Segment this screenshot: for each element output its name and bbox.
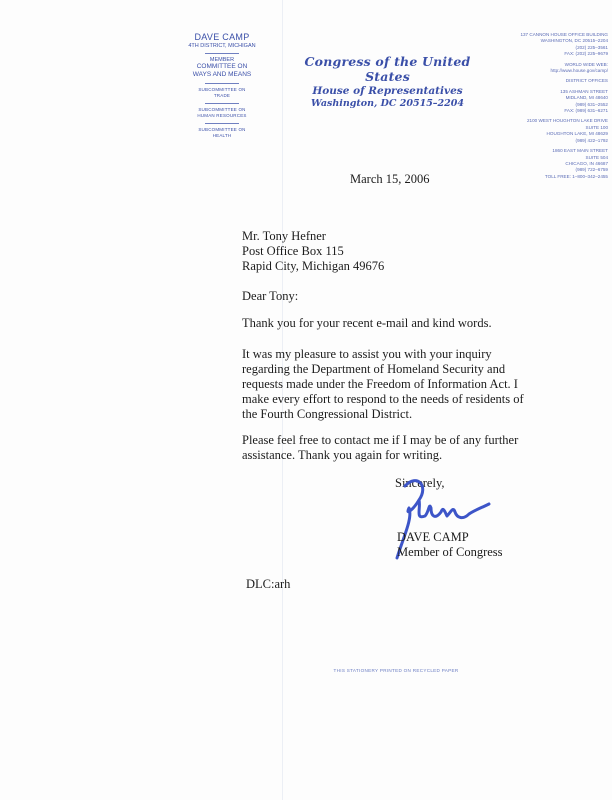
web-line: WORLD WIDE WEB: [564, 61, 608, 67]
signer-title: Member of Congress [397, 545, 503, 559]
dc-office-line: 137 CANNON HOUSE OFFICE BUILDING [520, 32, 608, 37]
member-label: MEMBER [209, 57, 235, 63]
washington-address: Washington, DC 20515–2204 [310, 98, 464, 109]
subcommittee-trade-line2: TRADE [213, 93, 231, 98]
district-offices-header: DISTRICT OFFICES [565, 78, 608, 84]
paragraph-2-line: the Fourth Congressional District. [242, 407, 413, 421]
paragraph-2-line: regarding the Department of Homeland Security and [242, 362, 506, 376]
signer-name: DAVE CAMP [397, 530, 469, 544]
congressman-name: DAVE CAMP [194, 32, 250, 42]
salutation: Dear Tony: [242, 289, 299, 303]
subcommittee-health-line2: HEALTH [212, 133, 232, 138]
congress-title: Congress of the United States [304, 54, 471, 84]
house-title: House of Representatives [312, 85, 463, 97]
office3-line: CHICAGO, IN 46687 [565, 160, 608, 166]
paragraph-3-line: Please feel free to contact me if I may be of any further [242, 433, 519, 447]
office3-line: TOLL FREE: 1–800–342–2455 [544, 173, 608, 179]
office1-line: 135 ASHMAN STREET [560, 88, 608, 94]
paragraph-2-line: requests made under the Freedom of Information Act. I [242, 377, 518, 391]
office2-line: (989) 422–1792 [575, 137, 608, 143]
office3-line: 1860 EAST MAIN STREET [552, 148, 608, 154]
office2-line: SUITE 100 [585, 124, 608, 130]
office1-line: (989) 631–2552 [575, 101, 608, 107]
subcommittee-trade-line1: SUBCOMMITTEE ON [198, 87, 246, 92]
address-line: Post Office Box 115 [242, 244, 344, 258]
paragraph-1-line: Thank you for your recent e-mail and kind words. [242, 316, 492, 330]
dc-office-line: (202) 225–3561 [575, 44, 608, 50]
reference-initials: DLC:arh [246, 577, 291, 591]
paragraph-2-line: make every effort to respond to the needs of residents of [242, 392, 524, 406]
district-label: 4TH DISTRICT, MICHIGAN [188, 43, 256, 49]
letter-date: March 15, 2006 [350, 172, 430, 186]
subcommittee-health-line1: SUBCOMMITTEE ON [198, 127, 246, 132]
closing: Sincerely, [395, 476, 445, 490]
office3-line: SUITE 504 [585, 154, 608, 160]
office2-line: HOUGHTON LAKE, MI 48629 [546, 131, 608, 137]
committee-line2: WAYS AND MEANS [192, 71, 252, 78]
subcommittee-hr-line2: HUMAN RESOURCES [197, 113, 247, 118]
office1-line: MIDLAND, MI 48640 [565, 95, 608, 101]
recycled-paper-notice: THIS STATIONERY PRINTED ON RECYCLED PAPER [333, 668, 459, 673]
paragraph-3-line: assistance. Thank you again for writing. [242, 448, 443, 462]
dc-office-line: FAX: (202) 225–9679 [564, 51, 608, 57]
office2-line: 2100 WEST HOUGHTON LAKE DRIVE [526, 118, 608, 124]
office1-line: FAX: (989) 631–6271 [564, 108, 608, 114]
address-line: Rapid City, Michigan 49676 [242, 259, 385, 273]
web-line: http://www.house.gov/camp/ [550, 68, 608, 74]
committee-line1: COMMITTEE ON [196, 63, 248, 70]
paragraph-2-line: It was my pleasure to assist you with your inquiry [242, 347, 492, 361]
address-line: Mr. Tony Hefner [242, 229, 326, 243]
dc-office-line: WASHINGTON, DC 20515–2204 [540, 38, 608, 44]
office3-line: (989) 722–6759 [575, 167, 608, 173]
subcommittee-hr-line1: SUBCOMMITTEE ON [198, 107, 246, 112]
